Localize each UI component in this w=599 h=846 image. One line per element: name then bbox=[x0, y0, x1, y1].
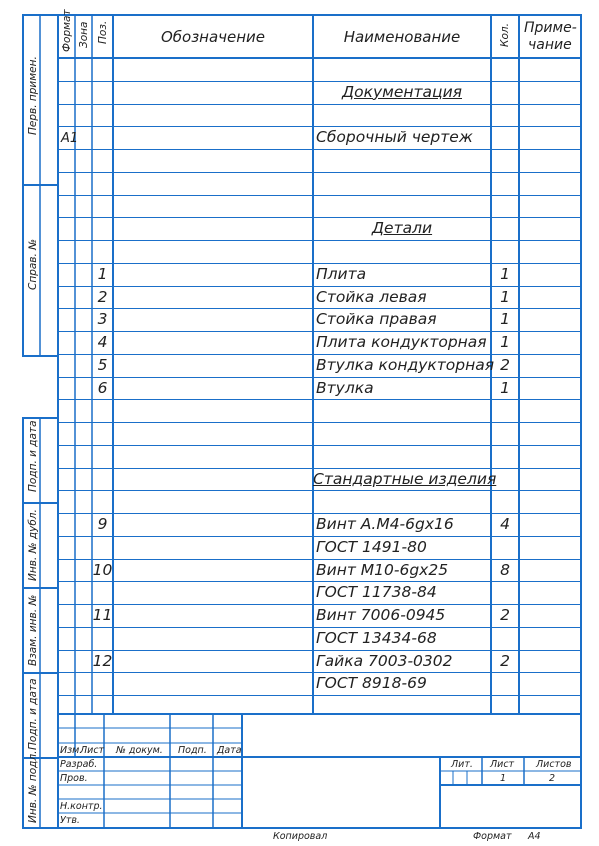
tb-utv: Утв. bbox=[60, 815, 80, 826]
tb-prov: Пров. bbox=[60, 773, 88, 784]
row-qty: 1 bbox=[500, 287, 510, 306]
header-zone: Зона bbox=[78, 21, 90, 48]
side-label-sprav-no: Справ. № bbox=[27, 238, 39, 290]
row-pos: 10 bbox=[92, 560, 113, 579]
side-label-perv-primen: Перв. примен. bbox=[27, 56, 39, 135]
row-qty: 4 bbox=[500, 515, 510, 533]
side-label-inv-dubl: Инв. № дубл. bbox=[27, 509, 39, 581]
row-section-title: Детали bbox=[371, 219, 433, 238]
tb-razrab: Разраб. bbox=[60, 759, 98, 770]
row-pos: 9 bbox=[97, 515, 108, 533]
header-pos: Поз. bbox=[97, 20, 109, 44]
footer-copied: Копировал bbox=[273, 831, 328, 842]
tb-listov-label: Листов bbox=[536, 759, 572, 770]
tb-nkontr: Н.контр. bbox=[60, 801, 103, 812]
row-qty: 2 bbox=[500, 606, 510, 624]
row-name: Гайка 7003-0302 bbox=[316, 651, 453, 670]
row-name: Втулка bbox=[316, 378, 374, 397]
row-name: Сборочный чертеж bbox=[316, 128, 473, 147]
row-name: Плита кондукторная bbox=[316, 333, 487, 351]
row-name: Винт М10-6gх25 bbox=[316, 560, 449, 579]
header-note-2: чание bbox=[528, 37, 572, 53]
row-name: Стойка правая bbox=[316, 310, 437, 329]
header-designation: Обозначение bbox=[160, 28, 266, 46]
row-pos: 1 bbox=[97, 264, 108, 283]
tb-data: Дата bbox=[217, 745, 242, 756]
tb-podp: Подп. bbox=[178, 745, 207, 756]
row-section-title: Стандартные изделия bbox=[313, 469, 497, 488]
side-label-podp-data-2: Подп. и дата bbox=[27, 678, 39, 750]
row-qty: 1 bbox=[500, 264, 510, 283]
row-name: ГОСТ 11738-84 bbox=[316, 583, 437, 602]
side-label-podp-data-1: Подп. и дата bbox=[27, 420, 39, 492]
tb-listov-value: 2 bbox=[549, 773, 556, 784]
row-pos: 11 bbox=[92, 606, 113, 624]
row-qty: 2 bbox=[500, 355, 510, 374]
tb-list-label: Лист bbox=[490, 759, 515, 770]
side-label-vzam-inv: Взам. инв. № bbox=[27, 594, 39, 666]
row-name: Втулка кондукторная bbox=[316, 355, 495, 374]
row-qty: 8 bbox=[500, 560, 510, 579]
header-name: Наименование bbox=[343, 28, 461, 46]
row-name: Плита bbox=[316, 264, 367, 283]
row-pos: 5 bbox=[97, 355, 108, 374]
row-qty: 1 bbox=[500, 310, 510, 329]
footer-format-label: Формат bbox=[473, 831, 512, 842]
header-qty: Кол. bbox=[499, 23, 511, 47]
tb-list-value: 1 bbox=[500, 773, 507, 784]
tb-doc-no: № докум. bbox=[116, 745, 163, 756]
row-name: ГОСТ 8918-69 bbox=[316, 674, 427, 693]
side-label-inv-podl: Инв. № подл. bbox=[27, 750, 39, 823]
row-format: A1 bbox=[61, 131, 79, 147]
row-qty: 1 bbox=[500, 378, 510, 397]
row-pos: 6 bbox=[97, 378, 108, 397]
row-name: ГОСТ 13434-68 bbox=[316, 628, 437, 647]
row-name: ГОСТ 1491-80 bbox=[316, 537, 427, 556]
row-pos: 4 bbox=[97, 333, 108, 351]
row-pos: 2 bbox=[97, 287, 108, 306]
tb-lit-label: Лит. bbox=[451, 759, 473, 770]
footer-format-value: А4 bbox=[528, 831, 541, 842]
row-name: Стойка левая bbox=[316, 287, 427, 306]
row-pos: 12 bbox=[92, 651, 113, 670]
row-name: Винт А.М4-6gх16 bbox=[316, 515, 454, 533]
header-format: Формат bbox=[61, 9, 73, 52]
tb-list: Лист bbox=[80, 745, 105, 756]
tb-izm: Изм. bbox=[60, 745, 83, 756]
row-qty: 1 bbox=[500, 333, 510, 351]
row-name: Винт 7006-0945 bbox=[316, 606, 446, 624]
row-qty: 2 bbox=[500, 651, 510, 670]
row-pos: 3 bbox=[97, 310, 108, 329]
row-section-title: Документация bbox=[342, 82, 462, 101]
header-note-1: Приме- bbox=[524, 20, 577, 36]
